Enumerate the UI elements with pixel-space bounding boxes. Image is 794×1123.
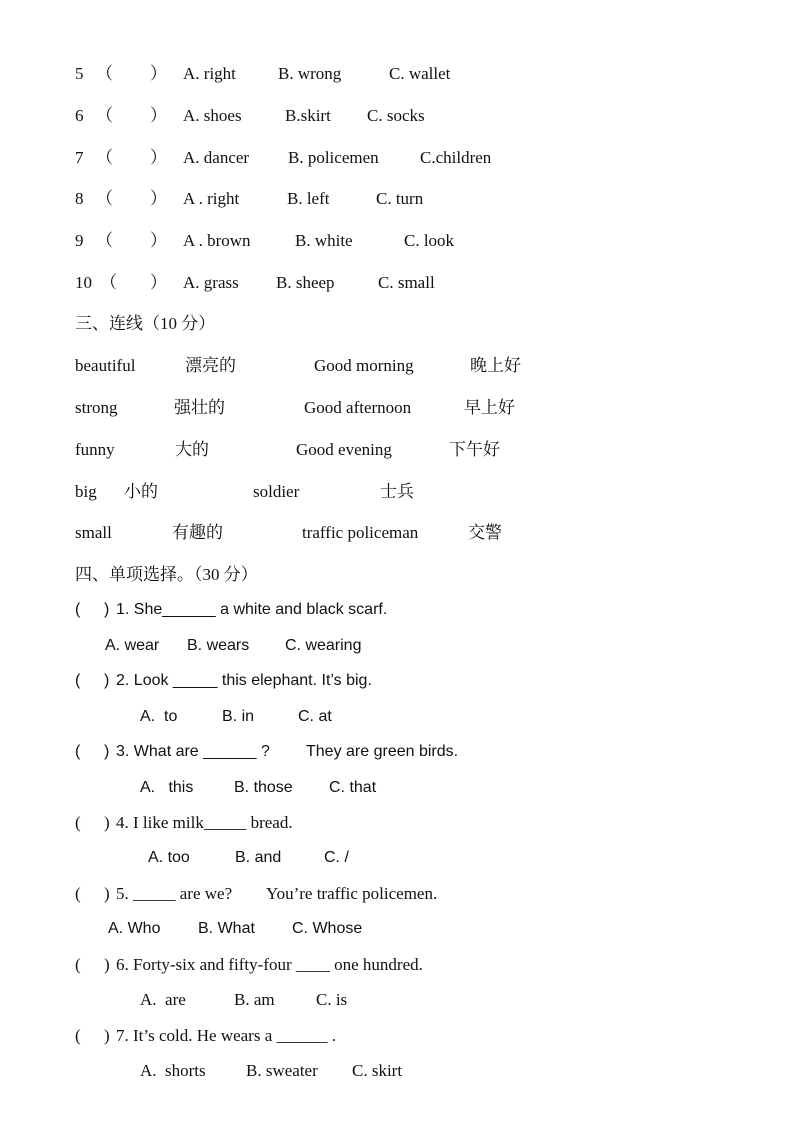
question-number: 5 (75, 64, 84, 83)
option-a: A. too (148, 849, 190, 866)
option-a: A. to (140, 708, 178, 725)
english-greeting: Good evening (296, 440, 392, 459)
question-text: 7. It’s cold. He wears a ______ . (116, 1026, 337, 1045)
option-c: C. Whose (292, 920, 363, 937)
english-greeting: soldier (253, 482, 300, 501)
answer-text: You’re traffic policemen. (266, 884, 438, 903)
question-text: 6. Forty-six and fifty-four ____ one hundred. (116, 955, 423, 974)
answer-paren-open: （ (96, 231, 113, 250)
option-c: C. skirt (352, 1061, 403, 1080)
chinese-greeting: 士兵 (380, 482, 414, 501)
option-a: A. this (140, 779, 194, 796)
option-a: A . right (183, 189, 240, 208)
answer-paren-open: ( (75, 743, 81, 760)
question-text: 5. _____ are we? (116, 884, 233, 903)
option-a: A. shorts (140, 1061, 206, 1080)
answer-text: They are green birds. (306, 743, 459, 760)
option-a: A. dancer (183, 148, 250, 167)
answer-paren-close: ） (150, 189, 167, 208)
answer-paren-open: ( (75, 601, 81, 618)
answer-paren-open: （ (96, 148, 113, 167)
english-word: big (75, 482, 97, 501)
option-c: C. is (316, 990, 348, 1009)
option-b: B. wears (187, 637, 250, 654)
chinese-word: 强壮的 (174, 398, 225, 417)
chinese-word: 大的 (175, 440, 209, 459)
answer-paren-close: ) (104, 955, 110, 974)
section-title: 四、单项选择。（30 分） (75, 565, 258, 584)
answer-paren-open: ( (75, 813, 81, 832)
option-c: C. turn (376, 189, 424, 208)
option-b: B. sweater (246, 1061, 318, 1080)
answer-paren-close: ) (104, 743, 110, 760)
answer-paren-close: ) (104, 1026, 110, 1045)
option-a: A. Who (108, 920, 161, 937)
section-title: 三、连线（10 分） (75, 314, 216, 333)
option-c: C. wallet (389, 64, 451, 83)
answer-paren-close: ) (104, 601, 110, 618)
option-a: A. wear (105, 637, 160, 654)
question-number: 9 (75, 231, 84, 250)
question-number: 10 (75, 273, 92, 292)
option-c: C. small (378, 273, 435, 292)
english-greeting: Good morning (314, 356, 414, 375)
option-b: B. and (235, 849, 282, 866)
answer-paren-close: ） (150, 273, 167, 292)
answer-paren-close: ) (104, 813, 110, 832)
answer-paren-open: ( (75, 955, 81, 974)
chinese-greeting: 交警 (468, 523, 502, 542)
option-a: A. right (183, 64, 236, 83)
option-c: C. wearing (285, 637, 362, 654)
option-c: C. that (329, 779, 377, 796)
answer-paren-open: （ (96, 189, 113, 208)
option-b: B. those (234, 779, 293, 796)
option-c: C. socks (367, 106, 425, 125)
english-word: beautiful (75, 356, 136, 375)
chinese-word: 有趣的 (172, 523, 223, 542)
option-b: B. left (287, 189, 330, 208)
option-c: C. at (298, 708, 332, 725)
answer-paren-close: ） (150, 64, 167, 83)
english-word: strong (75, 398, 118, 417)
question-number: 8 (75, 189, 84, 208)
question-text: 4. I like milk_____ bread. (116, 813, 293, 832)
option-c: C. / (324, 849, 349, 866)
question-text: 3. What are ______ ? (116, 743, 270, 760)
option-b: B. am (234, 990, 275, 1009)
answer-paren-close: ) (104, 672, 110, 689)
option-b: B. wrong (278, 64, 342, 83)
option-b: B. What (198, 920, 255, 937)
answer-paren-close: ) (104, 884, 110, 903)
chinese-greeting: 晚上好 (470, 356, 521, 375)
option-b: B. in (222, 708, 255, 725)
option-c: C. look (404, 231, 455, 250)
answer-paren-open: ( (75, 1026, 81, 1045)
question-text: 1. She______ a white and black scarf. (116, 601, 388, 618)
chinese-greeting: 早上好 (464, 398, 515, 417)
chinese-word: 漂亮的 (185, 356, 236, 375)
answer-paren-close: ） (150, 106, 167, 125)
answer-paren-open: （ (96, 64, 113, 83)
answer-paren-open: ( (75, 672, 81, 689)
english-word: funny (75, 440, 115, 459)
option-b: B. policemen (288, 148, 379, 167)
answer-paren-open: （ (96, 106, 113, 125)
question-text: 2. Look _____ this elephant. It’s big. (116, 672, 372, 689)
answer-paren-close: ） (150, 231, 167, 250)
option-a: A. shoes (183, 106, 242, 125)
question-number: 7 (75, 148, 84, 167)
option-a: A. grass (183, 273, 239, 292)
chinese-word: 小的 (124, 482, 158, 501)
english-greeting: traffic policeman (302, 523, 419, 542)
option-a: A. are (140, 990, 186, 1009)
english-word: small (75, 523, 112, 542)
option-b: B.skirt (285, 106, 331, 125)
option-c: C.children (420, 148, 492, 167)
option-b: B. white (295, 231, 353, 250)
option-b: B. sheep (276, 273, 335, 292)
english-greeting: Good afternoon (304, 398, 412, 417)
chinese-greeting: 下午好 (449, 440, 500, 459)
answer-paren-open: ( (75, 884, 81, 903)
option-a: A . brown (183, 231, 251, 250)
question-number: 6 (75, 106, 84, 125)
answer-paren-open: （ (100, 273, 117, 292)
answer-paren-close: ） (150, 148, 167, 167)
